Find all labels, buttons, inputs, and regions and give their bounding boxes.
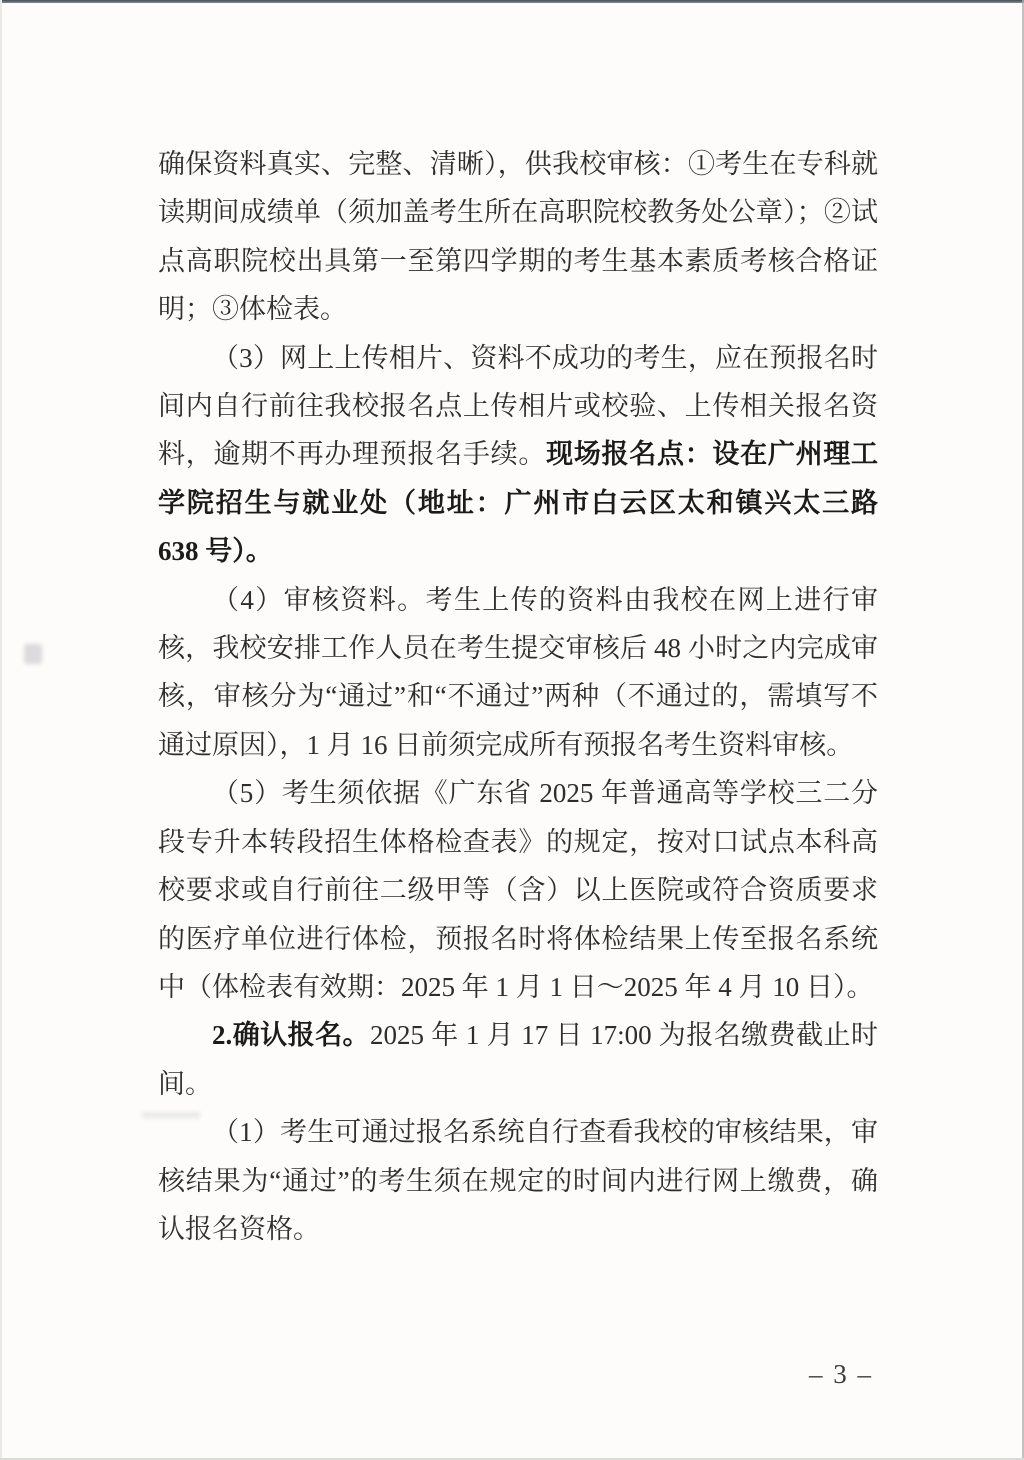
text-run: 2025 年 1 月 17 日 17:00 为报名缴费截止时间。 — [158, 1020, 879, 1099]
page-number: – 3 – — [809, 1359, 873, 1389]
scan-edge-top — [0, 0, 1024, 3]
paragraph — [158, 334, 878, 576]
bold-text-run: 现场报名点：设在广州理工学院招生与就业处（地址：广州市白云区太和镇兴太三路 638 号）。 — [158, 439, 879, 567]
text-run: （1）考生可通过报名系统自行查看我校的审核结果，审核结果为“通过”的考生须在规定的时间内进行网上缴费，确认报名资格。 — [158, 1117, 878, 1244]
bold-text-run: 2.确认报名。 — [212, 1020, 370, 1051]
paragraph — [158, 576, 878, 770]
paragraph — [158, 1108, 878, 1253]
paragraph — [158, 140, 878, 334]
text-run: （5）考生须依据《广东省 2025 年普通高等学校三二分段专升本转段招生体格检查表》的规定，按对口试点本科高校要求或自行前往二级甲等（含）以上医院或符合资质要求的医疗单位进行体检，预报名时将体检结果上传至报名系统中（体检表有效期：2025 年 1 月 1 日～2025 年 4 月 10 日）。 — [158, 778, 878, 1002]
scan-artifact-smudge — [24, 644, 42, 664]
document-body — [158, 140, 878, 1253]
paragraph — [158, 769, 878, 1011]
text-run: 确保资料真实、完整、清晰），供我校审核：①考生在专科就读期间成绩单（须加盖考生所在高职院校教务处公章）；②试点高职院校出具第一至第四学期的考生基本素质考核合格证明；③体检表。 — [158, 149, 878, 325]
text-run: （3）网上上传相片、资料不成功的考生，应在预报名时间内自行前往我校报名点上传相片或校验、上传相关报名资料，逾期不再办理预报名手续。 — [158, 342, 878, 470]
paragraph — [158, 1011, 878, 1108]
text-run: （4）审核资料。考生上传的资料由我校在网上进行审核，我校安排工作人员在考生提交审核后 48 小时之内完成审核，审核分为“通过”和“不通过”两种（不通过的，需填写不通过原因），1 月 16 日前须完成所有预报名考生资料审核。 — [158, 584, 878, 760]
scan-edge-left — [0, 0, 2, 1460]
